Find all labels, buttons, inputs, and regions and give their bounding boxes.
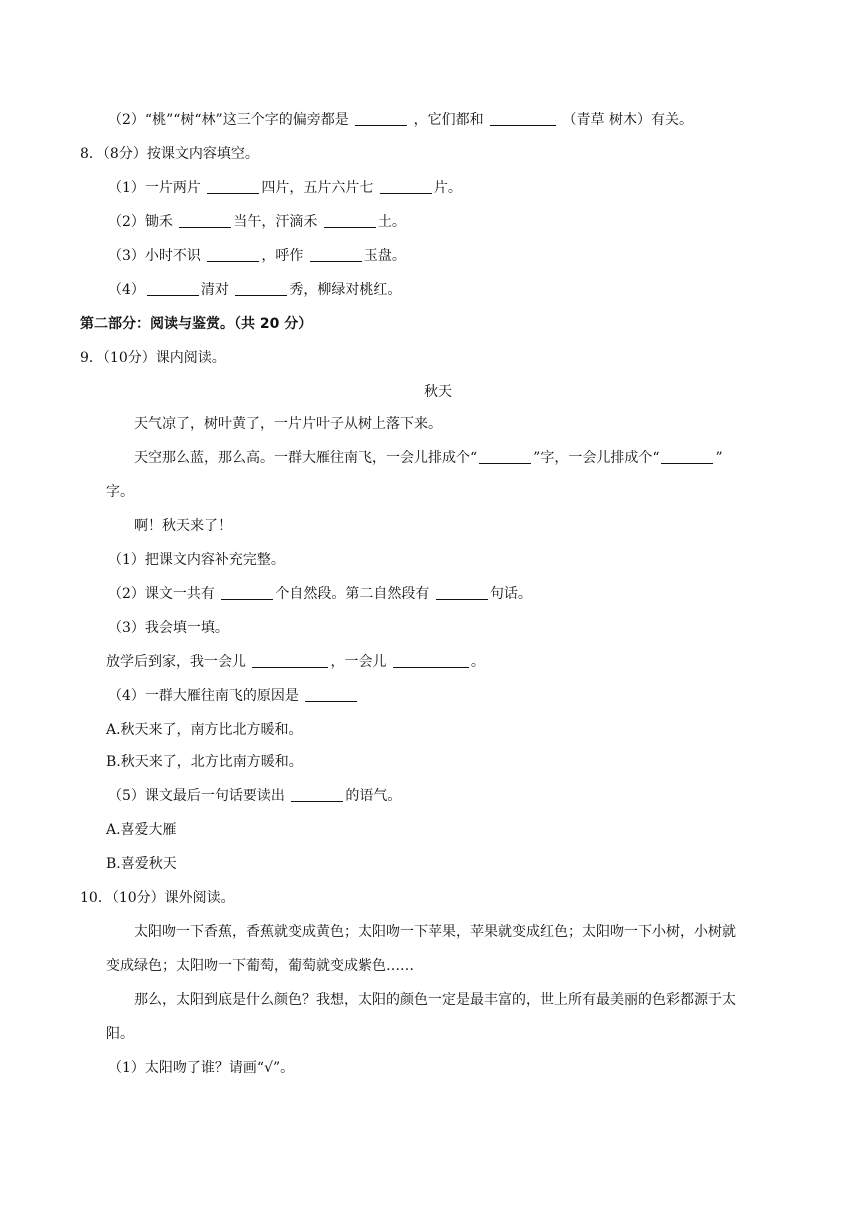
passage-paragraph-1: 天气凉了，树叶黄了，一片片叶子从树上落下来。 <box>134 416 442 432</box>
q9-sub1: （1）把课文内容补充完整。 <box>108 552 285 568</box>
answer-blank[interactable] <box>305 687 357 702</box>
q7-sub2-text-a: （2）“桃”“树“林”这三个字的偏旁都是 <box>108 112 349 128</box>
q8-sub3-text-a: （3）小时不识 <box>108 248 201 264</box>
q10-heading: 10．（10分）课外阅读。 <box>80 890 235 906</box>
answer-blank[interactable] <box>436 585 488 600</box>
q10-sub1: （1）太阳吻了谁？请画“√”。 <box>108 1060 295 1076</box>
q8-sub4 <box>108 280 401 300</box>
answer-blank[interactable] <box>207 247 259 262</box>
q9-sub2-text-b: 个自然段。第二自然段有 <box>275 586 430 602</box>
q8-sub2-text-c: 土。 <box>377 214 406 230</box>
q8-heading: 8．（8分）按课文内容填空。 <box>80 146 259 162</box>
q9-sub2 <box>108 584 532 604</box>
q9-sub4-option-a[interactable]: A.秋天来了，南方比北方暖和。 <box>106 722 303 738</box>
q9-sub4 <box>108 686 359 706</box>
q9-sub3-line-text-b: ，一会儿 <box>330 654 387 670</box>
q8-sub1-text-a: （1）一片两片 <box>108 180 201 196</box>
passage-paragraph-3: 啊！秋天来了！ <box>134 518 232 534</box>
q8-sub4-text-b: 清对 <box>200 282 229 298</box>
answer-blank[interactable] <box>661 449 713 464</box>
q8-sub1-text-b: 四片，五片六片七 <box>261 180 374 196</box>
answer-blank[interactable] <box>235 281 287 296</box>
passage-title: 秋天 <box>424 384 452 400</box>
q10-paragraph-2-line-2: 阳。 <box>106 1026 134 1042</box>
q7-sub2-text-c: （青草 树木）有关。 <box>562 112 693 128</box>
answer-blank[interactable] <box>355 111 407 126</box>
q7-sub2-text-b: ，它们都和 <box>413 112 484 128</box>
q8-sub1 <box>108 178 462 198</box>
q9-sub2-text-a: （2）课文一共有 <box>108 586 215 602</box>
q9-heading: 9．（10分）课内阅读。 <box>80 350 226 366</box>
answer-blank[interactable] <box>324 213 376 228</box>
passage-paragraph-2 <box>134 448 723 468</box>
q9-sub3: （3）我会填一填。 <box>108 620 229 636</box>
q8-sub4-text-a: （4） <box>108 282 145 298</box>
q9-sub3-line-text-c: 。 <box>470 654 485 670</box>
q9-sub5 <box>108 786 401 806</box>
part2-heading: 第二部分：阅读与鉴赏。（共 20 分） <box>80 316 313 332</box>
answer-blank[interactable] <box>207 179 259 194</box>
q9-sub5-text-a: （5）课文最后一句话要读出 <box>108 788 285 804</box>
q10-paragraph-1-line-1: 太阳吻一下香蕉，香蕉就变成黄色；太阳吻一下苹果，苹果就变成红色；太阳吻一下小树，小树就 <box>134 924 736 940</box>
answer-blank[interactable] <box>179 213 231 228</box>
q10-paragraph-1-line-2: 变成绿色；太阳吻一下葡萄，葡萄就变成紫色…… <box>106 958 414 974</box>
q9-sub5-text-b: 的语气。 <box>345 788 402 804</box>
answer-blank[interactable] <box>147 281 199 296</box>
q9-sub3-line <box>106 652 485 672</box>
answer-blank[interactable] <box>310 247 362 262</box>
q9-sub4-text: （4）一群大雁往南飞的原因是 <box>108 688 299 704</box>
answer-blank[interactable] <box>380 179 432 194</box>
q8-sub4-text-c: 秀，柳绿对桃红。 <box>289 282 402 298</box>
q8-sub1-text-c: 片。 <box>433 180 462 196</box>
passage-paragraph-2-cont: 字。 <box>106 484 134 500</box>
q8-sub3-text-b: ，呼作 <box>261 248 304 264</box>
q9-sub3-line-text-a: 放学后到家，我一会儿 <box>106 654 246 670</box>
answer-blank[interactable] <box>291 787 343 802</box>
q9-sub5-option-b[interactable]: B.喜爱秋天 <box>106 856 177 872</box>
q8-sub2-text-a: （2）锄禾 <box>108 214 173 230</box>
q9-sub4-option-b[interactable]: B.秋天来了，北方比南方暖和。 <box>106 754 303 770</box>
q9-sub2-text-c: 句话。 <box>489 586 532 602</box>
answer-blank[interactable] <box>252 653 328 668</box>
q8-sub3 <box>108 246 406 266</box>
answer-blank[interactable] <box>393 653 469 668</box>
q8-sub2 <box>108 212 406 232</box>
q10-paragraph-2-line-1: 那么，太阳到底是什么颜色？我想，太阳的颜色一定是最丰富的，世上所有最美丽的色彩都源于太 <box>134 992 736 1008</box>
q9-sub5-option-a[interactable]: A.喜爱大雁 <box>106 822 177 838</box>
q8-sub2-text-b: 当午，汗滴禾 <box>233 214 318 230</box>
answer-blank[interactable] <box>479 449 531 464</box>
passage-p2-text-a: 天空那么蓝，那么高。一群大雁往南飞，一会儿排成个“ <box>134 450 478 466</box>
passage-p2-text-c: ” <box>715 450 723 466</box>
passage-p2-text-b: ”字，一会儿排成个“ <box>533 450 660 466</box>
q8-sub3-text-c: 玉盘。 <box>363 248 406 264</box>
answer-blank[interactable] <box>221 585 273 600</box>
q7-sub2 <box>108 110 693 130</box>
answer-blank[interactable] <box>490 111 556 126</box>
